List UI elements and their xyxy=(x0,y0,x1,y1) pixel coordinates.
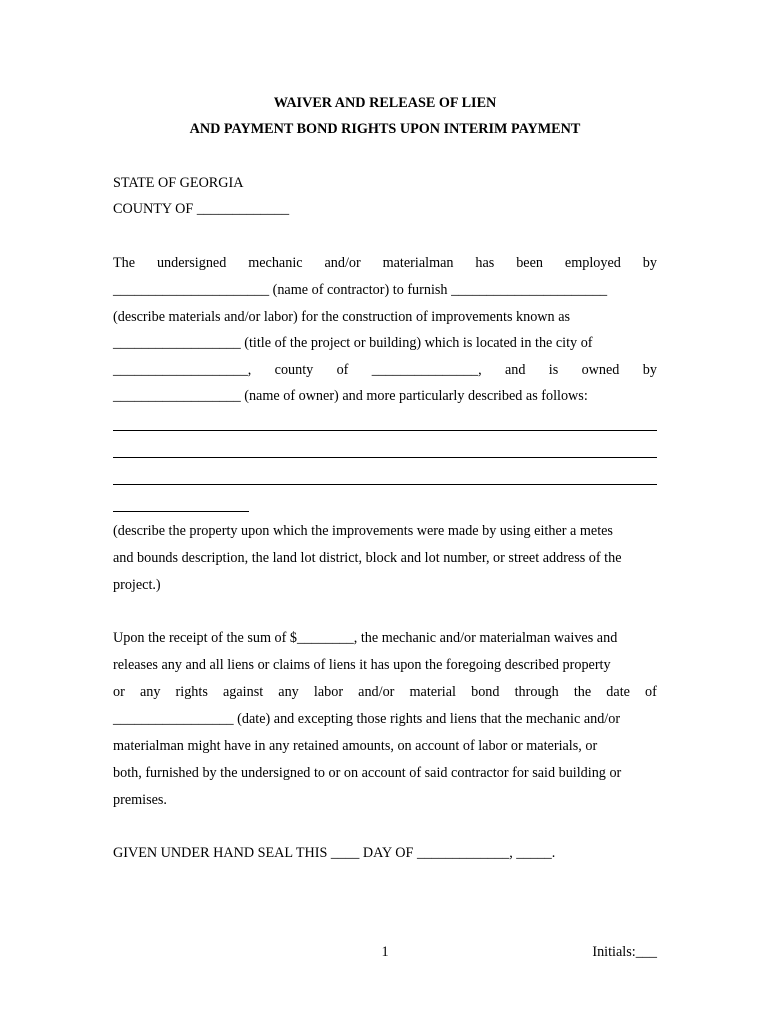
word: date xyxy=(606,684,630,700)
para2-line-1: (describe the property upon which the improvements were made by using either a metes xyxy=(113,523,613,539)
word: the xyxy=(573,684,592,700)
para1-line-4: __________________ (title of the project or building) which is located in the city of xyxy=(113,335,593,351)
para1-line-6: __________________ (name of owner) and more particularly described as follows: xyxy=(113,388,588,404)
description-blank-line xyxy=(113,484,657,485)
word: county xyxy=(274,362,314,378)
para2-line-2: and bounds description, the land lot district, block and lot number, or street address of the xyxy=(113,550,622,566)
word: rights xyxy=(175,684,208,700)
word: by xyxy=(642,255,657,271)
para3-line-5: materialman might have in any retained amounts, on account of labor or materials, or xyxy=(113,738,598,754)
word: materialman xyxy=(382,255,454,271)
county-label: COUNTY OF _____________ xyxy=(113,201,290,217)
initials-field: Initials:___ xyxy=(592,944,657,960)
word: mechanic xyxy=(248,255,303,271)
para3-line-7: premises. xyxy=(113,792,167,808)
word: any xyxy=(278,684,299,700)
word: undersigned xyxy=(156,255,227,271)
description-blank-line xyxy=(113,511,249,512)
para3-line-6: both, furnished by the undersigned to or on account of said contractor for said building or xyxy=(113,765,622,781)
word: owned xyxy=(581,362,620,378)
para3-line-3 xyxy=(113,684,657,701)
word: or xyxy=(113,684,125,700)
para2-line-3: project.) xyxy=(113,577,161,593)
word: through xyxy=(514,684,559,700)
para1-line-1 xyxy=(113,255,657,272)
word: been xyxy=(516,255,543,271)
para1-line-5 xyxy=(113,362,657,379)
description-blank-line xyxy=(113,430,657,431)
word: is xyxy=(548,362,559,378)
word: and xyxy=(504,362,526,378)
description-blank-line xyxy=(113,457,657,458)
word: against xyxy=(222,684,264,700)
word: has xyxy=(475,255,495,271)
title-line-2: AND PAYMENT BOND RIGHTS UPON INTERIM PAYMENT xyxy=(189,121,581,137)
word: _______________, xyxy=(371,362,482,378)
given-under-seal-line: GIVEN UNDER HAND SEAL THIS ____ DAY OF _____________, _____. xyxy=(113,845,556,861)
word: labor xyxy=(313,684,344,700)
word: of xyxy=(336,362,349,378)
word: bond xyxy=(471,684,500,700)
word: and/or xyxy=(358,684,395,700)
para3-line-1: Upon the receipt of the sum of $________, the mechanic and/or materialman waives and xyxy=(113,630,618,646)
para3-line-4: _________________ (date) and excepting those rights and liens that the mechanic and/or xyxy=(113,711,621,727)
word: material xyxy=(409,684,456,700)
word: employed xyxy=(564,255,621,271)
para1-line-3: (describe materials and/or labor) for the construction of improvements known as xyxy=(113,309,571,325)
state-label: STATE OF GEORGIA xyxy=(113,175,244,191)
word: of xyxy=(645,684,657,700)
para1-line-2: ______________________ (name of contractor) to furnish ______________________ xyxy=(113,282,608,298)
title-line-1: WAIVER AND RELEASE OF LIEN xyxy=(273,95,497,111)
word: and/or xyxy=(324,255,361,271)
page-number: 1 xyxy=(381,944,389,960)
word: The xyxy=(113,255,136,271)
para3-line-2: releases any and all liens or claims of liens it has upon the foregoing described property xyxy=(113,657,611,673)
word: by xyxy=(642,362,657,378)
word: ___________________, xyxy=(113,362,252,378)
word: any xyxy=(139,684,161,700)
